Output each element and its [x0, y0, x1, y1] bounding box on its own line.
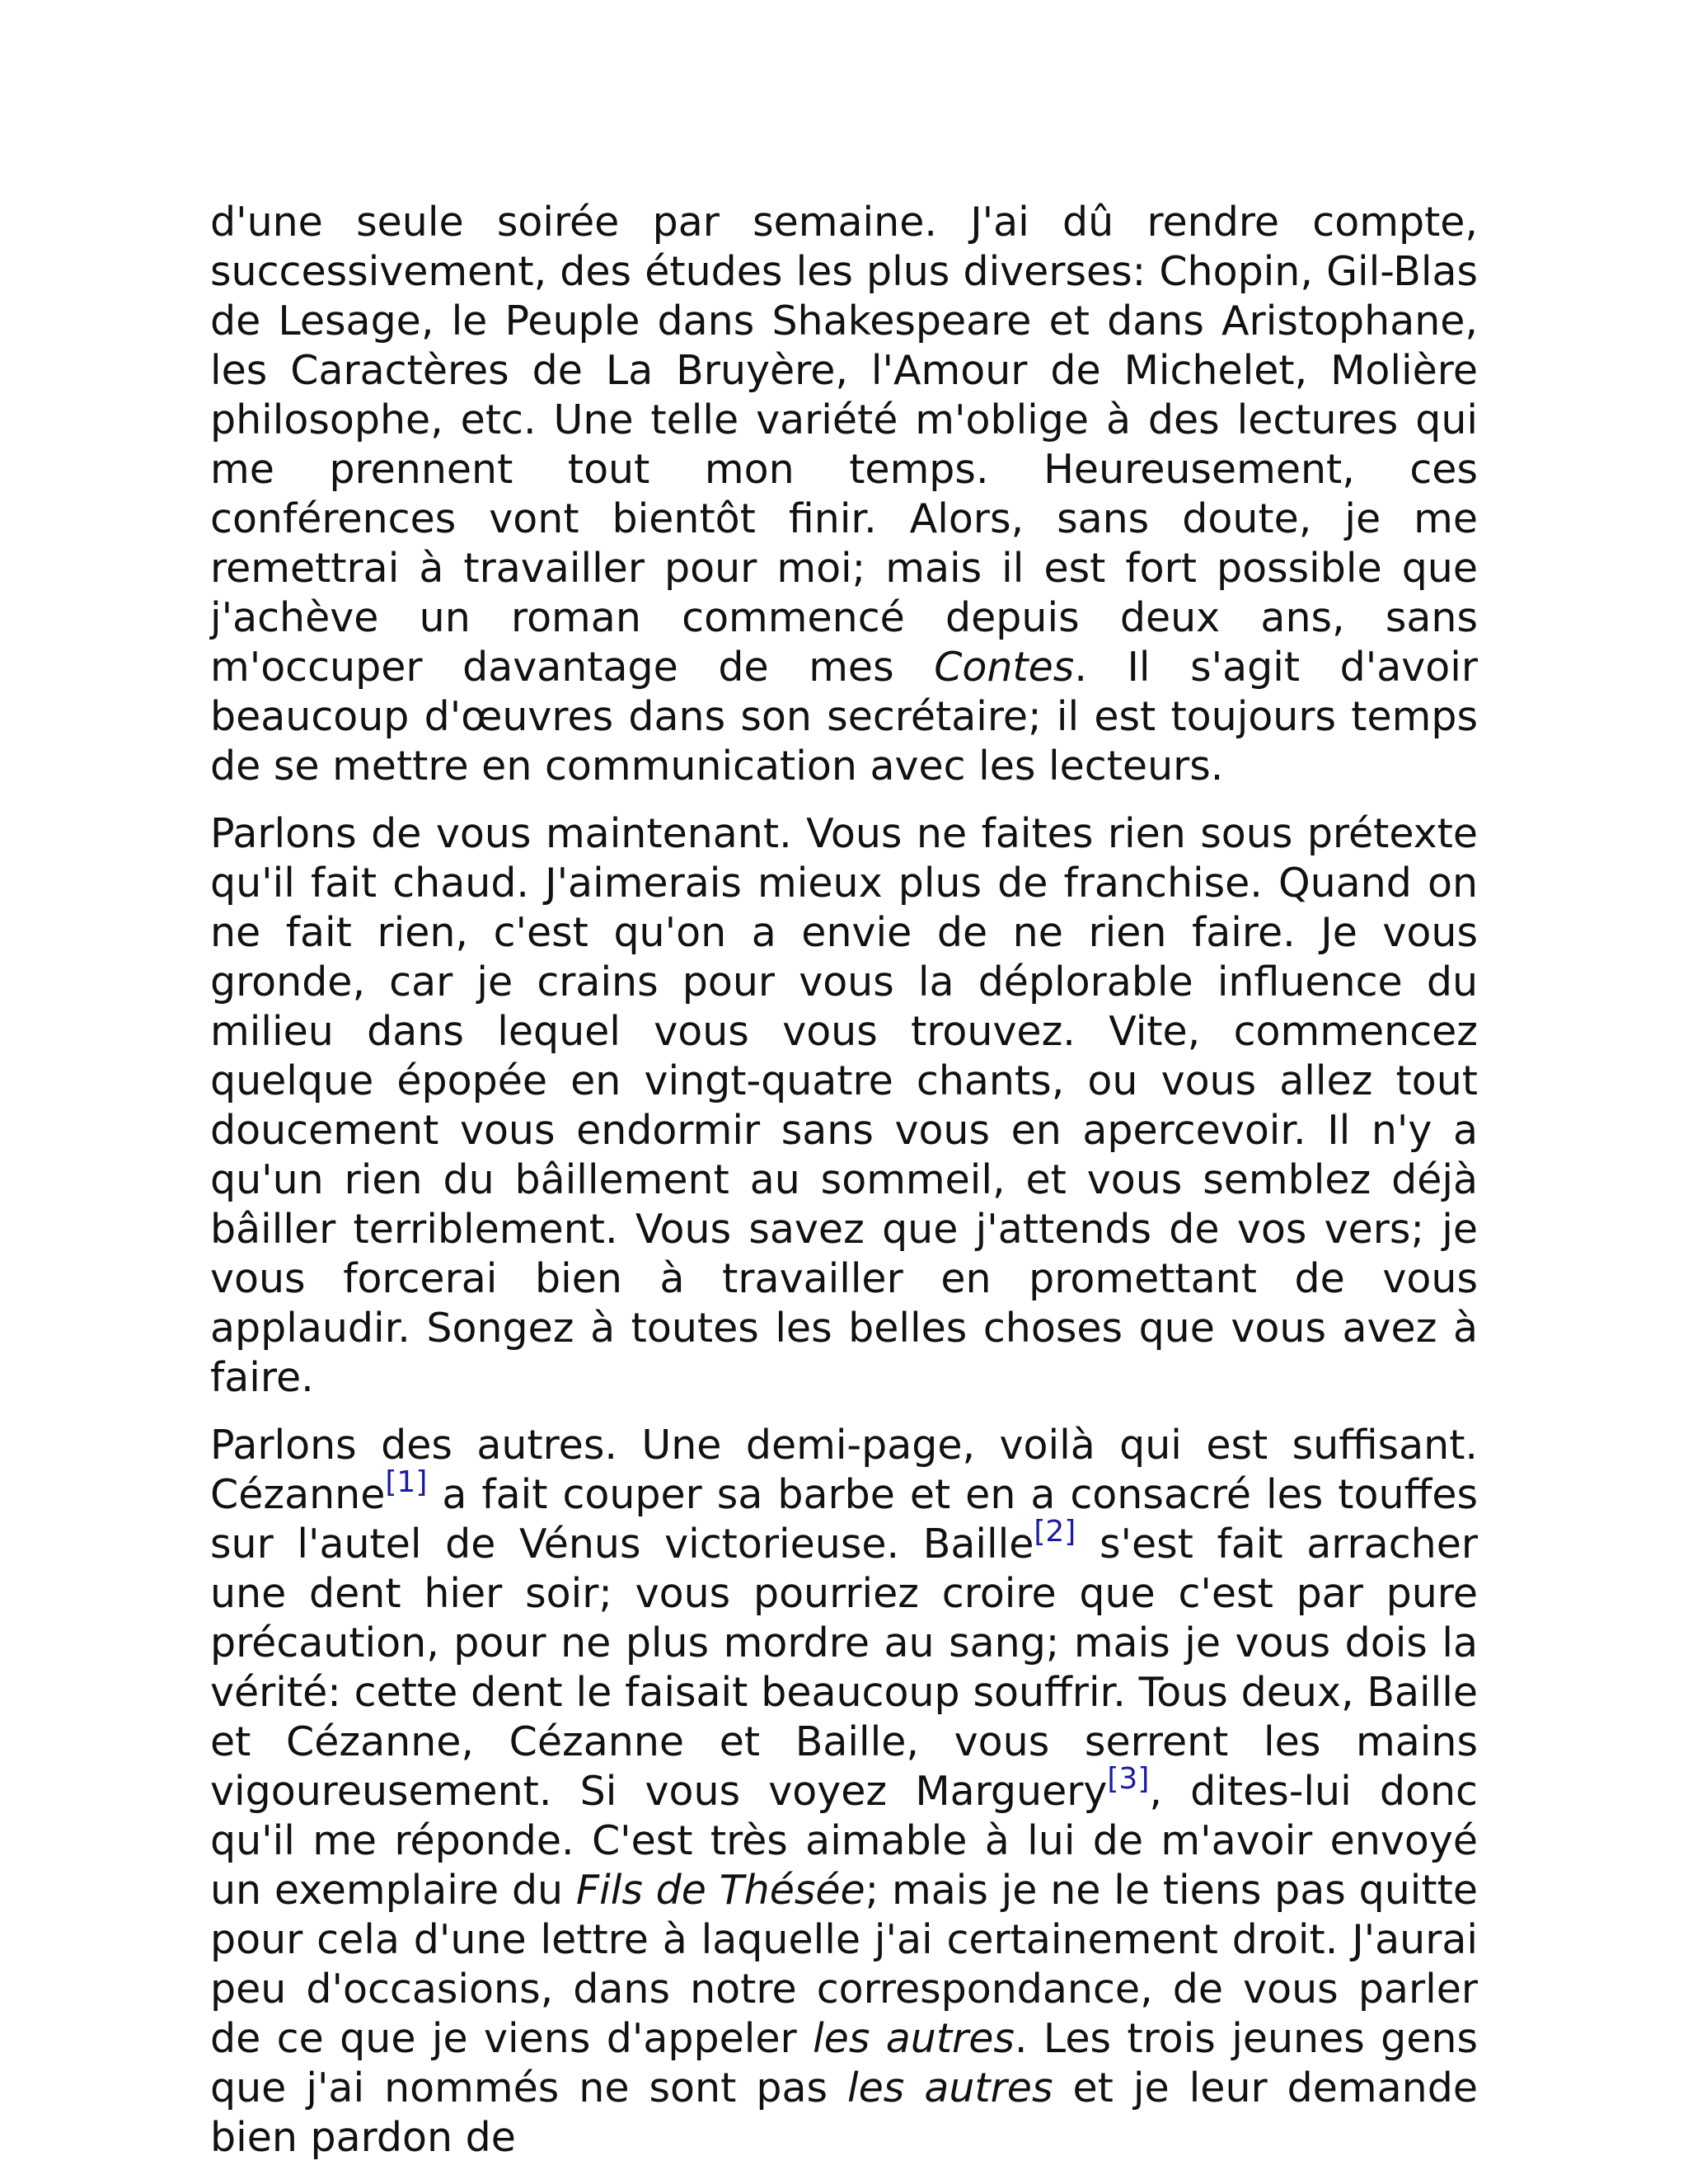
footnote-link-3[interactable]: [3] — [1107, 1762, 1150, 1797]
text-segment: a fait couper sa barbe et en a consacré les touffes sur l'autel de Vénus victorieuse. Baille — [210, 1471, 1478, 1568]
text-segment: s'est fait arracher une dent hier soir; vous pourriez croire que c'est par pure précaution, pour ne plus mordre au sang; mais je vous dois la vérité: cette dent le faisait beaucoup souffrir. Tous deux, Baille et Cézanne, Cézanne et Baille, vous serrent les mains vigoureusement. Si vous voyez Marguery — [210, 1521, 1478, 1815]
text-segment: . Il s'agit d'avoir beaucoup d'œuvres dans son secrétaire; il est toujours temps de se mettre en communication avec les lecteurs. — [210, 644, 1478, 790]
text-segment: et je leur demande bien pardon de — [210, 2064, 1478, 2161]
text-segment: ; mais je ne le tiens pas quitte pour cela d'une lettre à laquelle j'ai certainement droit. J'aurai peu d'occasions, dans notre correspondance, de vous parler de ce que je viens d'appeler — [210, 1867, 1478, 2062]
text-segment: Parlons de vous maintenant. Vous ne faites rien sous prétexte qu'il fait chaud. J'aimerais mieux plus de franchise. Quand on ne fait rien, c'est qu'on a envie de ne rien faire. Je vous gronde, car je crains pour vous la déplorable influence du milieu dans lequel vous vous trouvez. Vite, commencez quelque épopée en vingt-quatre chants, ou vous allez tout doucement vous endormir sans vous en apercevoir. Il n'y a qu'un rien du bâillement au sommeil, et vous semblez déjà bâiller terriblement. Vous savez que j'attends de vos vers; je vous forcerai bien à travailler en promettant de vous applaudir. Songez à toutes les belles choses que vous avez à faire. — [210, 810, 1478, 1401]
paragraph-conferences — [210, 198, 1478, 791]
italic-les-autres: les autres — [813, 2015, 1015, 2062]
paragraph-parlons-de-vous — [210, 809, 1478, 1403]
paragraph-parlons-des-autres — [210, 1421, 1478, 2163]
text-segment: , dites-lui donc qu'il me réponde. C'est très aimable à lui de m'avoir envoyé un exemplaire du — [210, 1768, 1478, 1914]
text-segment: Parlons des autres. Une demi-page, voilà qui est suffisant. Cézanne — [210, 1422, 1478, 1518]
letter-body — [210, 198, 1478, 2181]
italic-les-autres: les autres — [847, 2064, 1053, 2111]
footnote-link-1[interactable]: [1] — [385, 1465, 428, 1500]
italic-title-fils-de-thesee: Fils de Thésée — [575, 1867, 865, 1914]
italic-title-contes: Contes — [934, 644, 1075, 691]
text-segment: . Les trois jeunes gens que j'ai nommés ne sont pas — [210, 2015, 1479, 2111]
footnote-link-2[interactable]: [2] — [1034, 1515, 1076, 1549]
text-segment: d'une seule soirée par semaine. J'ai dû rendre compte, successivement, des études les plus diverses: Chopin, Gil-Blas de Lesage, le Peuple dans Shakespeare et dans Aristophane, les Caractères de La Bruyère, l'Amour de Michelet, Molière philosophe, etc. Une telle variété m'oblige à des lectures qui me prennent tout mon temps. Heureusement, ces conférences vont bientôt finir. Alors, sans doute, je me remettrai à travailler pour moi; mais il est fort possible que j'achève un roman commencé depuis deux ans, sans m'occuper davantage de mes — [210, 199, 1478, 691]
